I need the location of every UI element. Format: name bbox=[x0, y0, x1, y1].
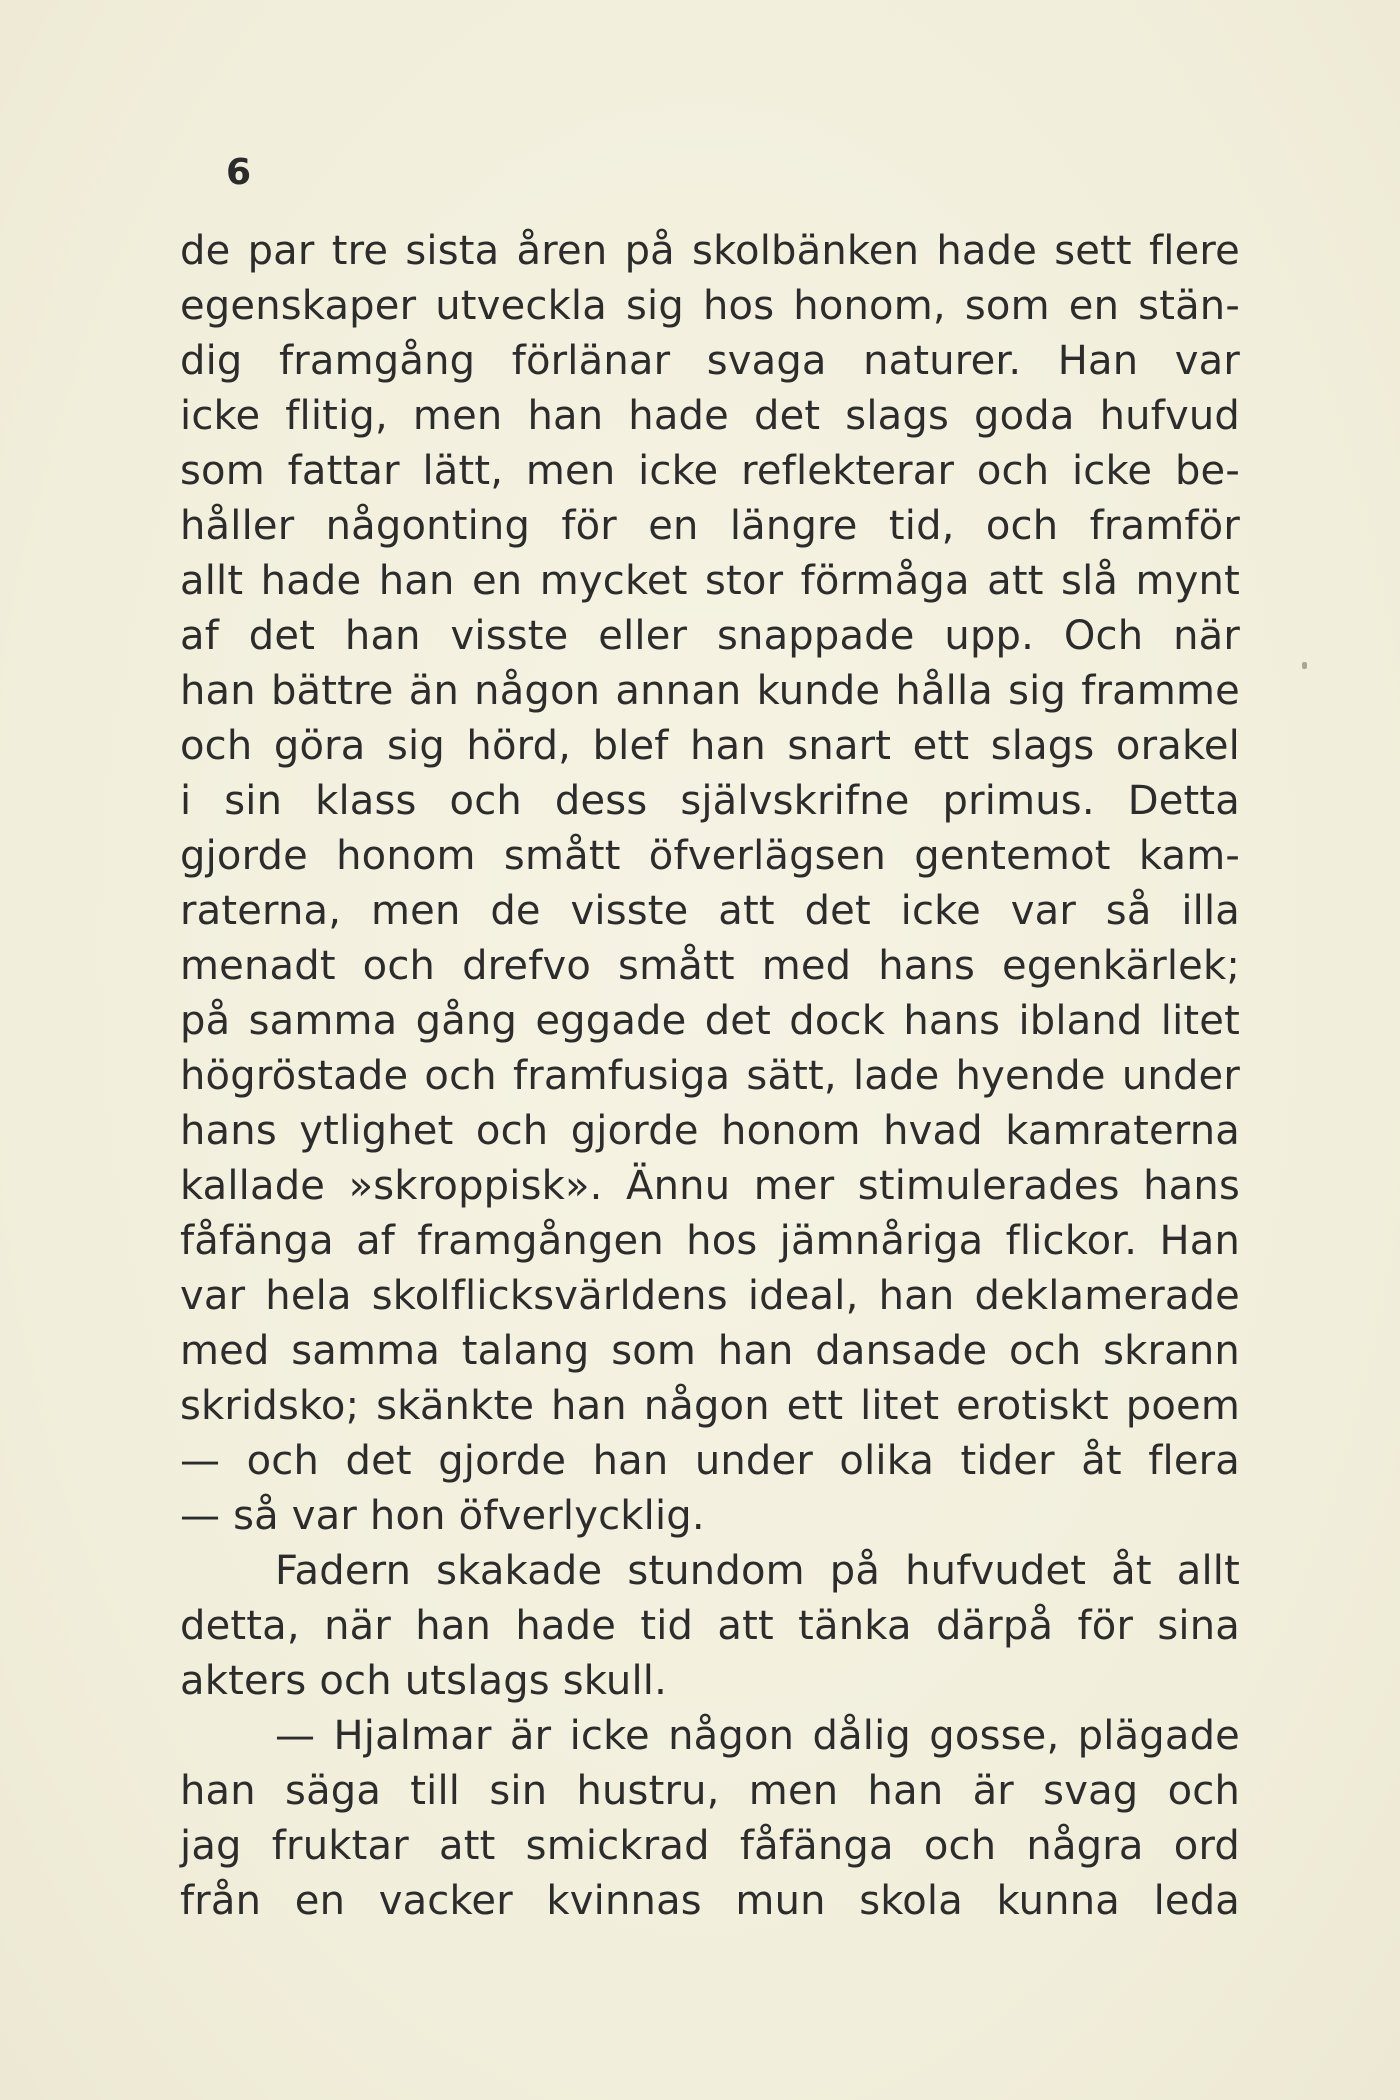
text-line: akters och utslags skull. bbox=[180, 1658, 668, 1704]
text-line: kallade »skroppisk». Ännu mer stimulerades hans bbox=[180, 1163, 1240, 1209]
text-line: håller någonting för en längre tid, och framför bbox=[180, 503, 1240, 549]
text-line: af det han visste eller snappade upp. Och när bbox=[180, 613, 1240, 659]
text-line: han säga till sin hustru, men han är svag och bbox=[180, 1768, 1240, 1814]
text-line: egenskaper utveckla sig hos honom, som en stän- bbox=[180, 283, 1240, 329]
ink-speck bbox=[1302, 662, 1307, 669]
text-line: icke flitig, men han hade det slags goda hufvud bbox=[180, 393, 1240, 439]
text-line: dig framgång förlänar svaga naturer. Han var bbox=[180, 338, 1240, 384]
text-line: — och det gjorde han under olika tider åt flera bbox=[180, 1438, 1240, 1484]
text-line: — så var hon öfverlycklig. bbox=[180, 1493, 705, 1539]
text-line: detta, när han hade tid att tänka därpå för sina bbox=[180, 1603, 1240, 1649]
text-line: fåfänga af framgången hos jämnåriga flickor. Han bbox=[180, 1218, 1240, 1264]
text-line: med samma talang som han dansade och skrann bbox=[180, 1328, 1240, 1374]
text-line: i sin klass och dess självskrifne primus. Detta bbox=[180, 778, 1240, 824]
text-line: Fadern skakade stundom på hufvudet åt allt bbox=[275, 1548, 1240, 1594]
text-line: som fattar lätt, men icke reflekterar och icke be- bbox=[180, 448, 1240, 494]
text-line: jag fruktar att smickrad fåfänga och några ord bbox=[180, 1823, 1240, 1869]
text-line: var hela skolflicksvärldens ideal, han deklamerade bbox=[180, 1273, 1240, 1319]
body-text bbox=[180, 224, 1240, 1929]
text-line: skridsko; skänkte han någon ett litet erotiskt poem bbox=[180, 1383, 1240, 1429]
text-line: han bättre än någon annan kunde hålla sig framme bbox=[180, 668, 1240, 714]
text-line: hans ytlighet och gjorde honom hvad kamraterna bbox=[180, 1108, 1240, 1154]
text-line: allt hade han en mycket stor förmåga att slå mynt bbox=[180, 558, 1240, 604]
text-line: och göra sig hörd, blef han snart ett slags orakel bbox=[180, 723, 1240, 769]
text-line: gjorde honom smått öfverlägsen gentemot kam- bbox=[180, 833, 1240, 879]
text-line: de par tre sista åren på skolbänken hade sett flere bbox=[180, 228, 1240, 274]
text-line: — Hjalmar är icke någon dålig gosse, plägade bbox=[275, 1713, 1240, 1759]
text-line: högröstade och framfusiga sätt, lade hyende under bbox=[180, 1053, 1240, 1099]
text-line: raterna, men de visste att det icke var så illa bbox=[180, 888, 1240, 934]
text-line: från en vacker kvinnas mun skola kunna leda bbox=[180, 1878, 1240, 1924]
text-line: menadt och drefvo smått med hans egenkärlek; bbox=[180, 943, 1240, 989]
text-line: på samma gång eggade det dock hans ibland litet bbox=[180, 998, 1240, 1044]
page-number: 6 bbox=[226, 152, 252, 193]
